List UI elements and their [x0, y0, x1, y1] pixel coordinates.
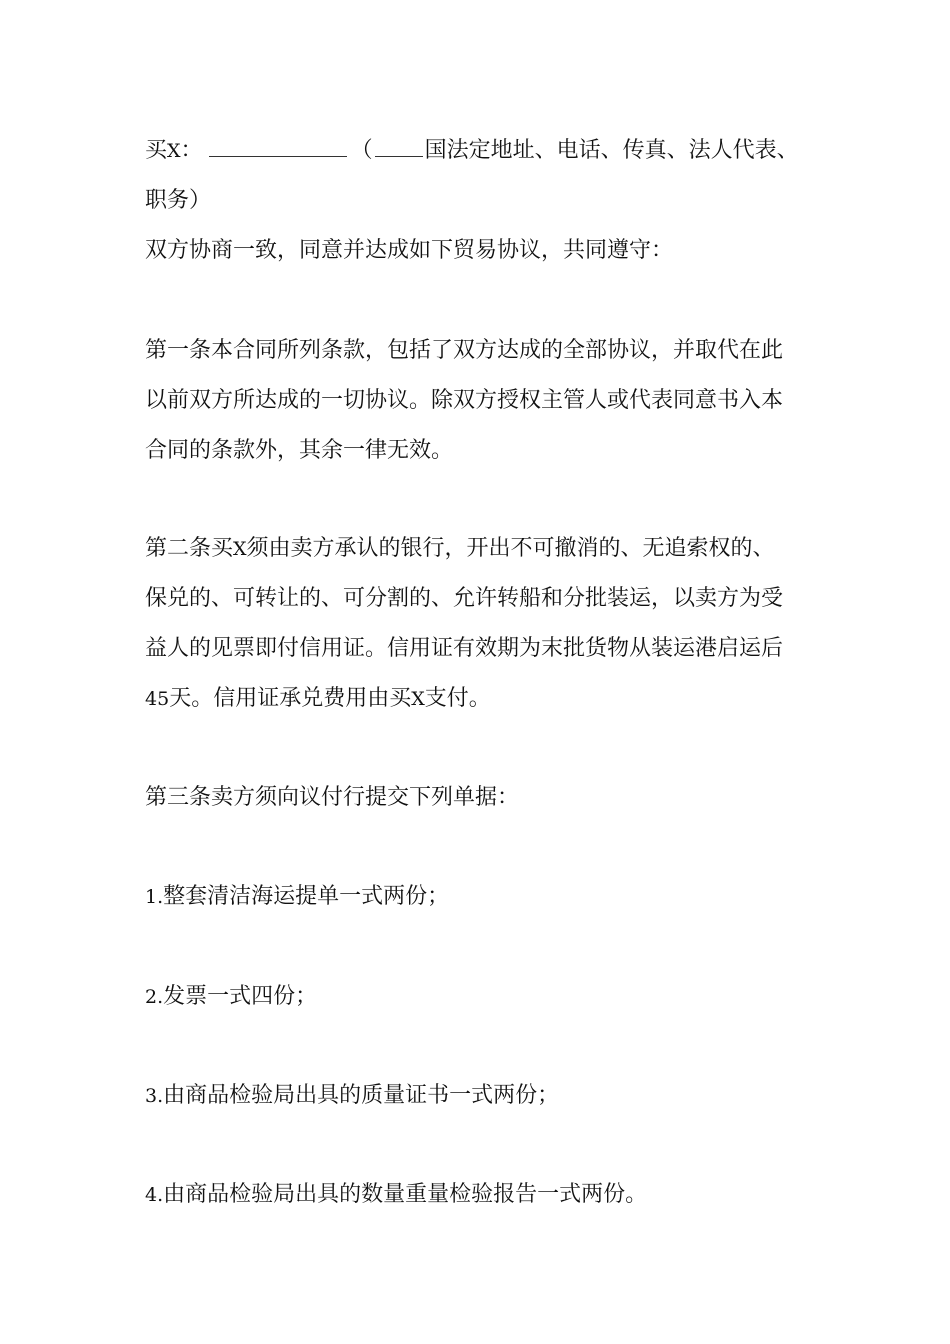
list-item-text: 发票一式四份；	[163, 984, 318, 1009]
buyer-country-blank[interactable]	[375, 138, 423, 157]
buyer-info-text: 国法定地址、电话、传真、法人代表、	[424, 138, 799, 163]
article-2-text: 保兑的、可转让的、可分割的、允许转船和分批装运，以卖方为受	[145, 586, 784, 611]
article-2-text: 第二条买	[145, 536, 234, 561]
document-list-item	[145, 872, 810, 922]
buyer-name-blank[interactable]	[209, 138, 347, 157]
list-item-number: 3.	[145, 1085, 164, 1107]
document-list-item	[145, 972, 810, 1022]
article-2-text: 益人的见票即付信用证。信用证有效期为末批货物从装运港启运后	[145, 636, 784, 661]
list-item-text: 由商品检验局出具的数量重量检验报告一式两份。	[163, 1182, 648, 1207]
buyer-label: 买	[145, 138, 168, 163]
buyer-info-line2: 职务）	[145, 188, 212, 213]
list-item-text: 整套清洁海运提单一式两份；	[163, 884, 450, 909]
document-list-item	[145, 1170, 810, 1220]
article-2-paragraph	[145, 524, 810, 724]
intro-paragraph: 双方协商一致，同意并达成如下贸易协议，共同遵守：	[145, 238, 674, 263]
article-1-line: 合同的条款外，其余一律无效。	[145, 438, 454, 463]
article-2-days-number: 45	[145, 688, 170, 710]
article-2-text: 须由卖方承认的银行，开出不可撤消的、无追索权的、	[246, 536, 775, 561]
list-item-number: 1.	[145, 886, 164, 908]
article-1-line: 第一条本合同所列条款，包括了双方达成的全部协议，并取代在此	[145, 338, 784, 363]
buyer-open-paren: （	[350, 138, 373, 163]
article-2-text: 天。信用证承兑费用由买	[169, 686, 412, 711]
article-3-heading: 第三条卖方须向议付行提交下列单据：	[145, 785, 520, 810]
article-2-x: X	[411, 688, 425, 710]
document-list-item	[145, 1071, 810, 1121]
article-2-text: 支付。	[424, 686, 491, 711]
buyer-label-x: X	[167, 140, 181, 162]
list-item-text: 由商品检验局出具的质量证书一式两份；	[163, 1083, 560, 1108]
article-2-x: X	[233, 538, 247, 560]
list-item-number: 4.	[145, 1184, 164, 1206]
list-item-number: 2.	[145, 986, 164, 1008]
article-1-line: 以前双方所达成的一切协议。除双方授权主管人或代表同意书入本	[145, 388, 784, 413]
buyer-colon: ：	[180, 138, 203, 163]
article-1-paragraph	[145, 326, 810, 476]
buyer-line	[145, 126, 810, 226]
